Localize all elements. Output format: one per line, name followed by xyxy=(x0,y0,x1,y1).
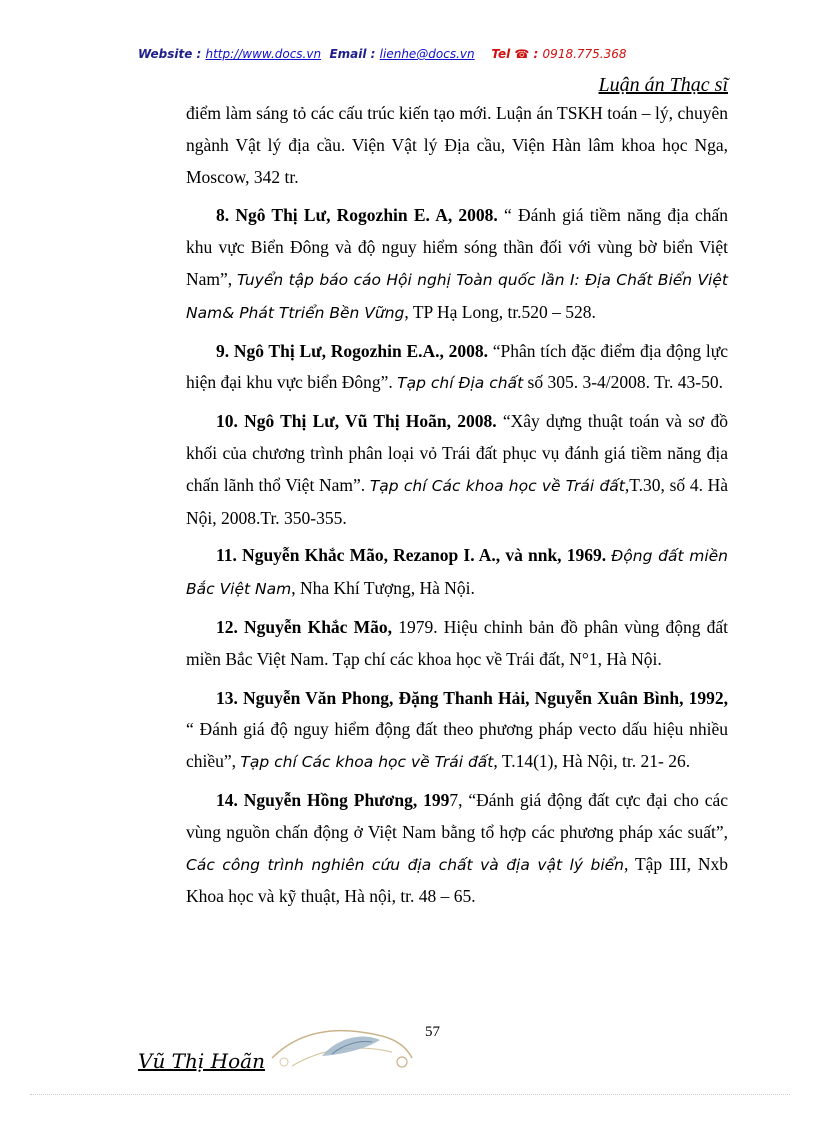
reference-item xyxy=(186,785,728,913)
tel-label: Tel ☎ : xyxy=(491,47,539,61)
reference-source: Tạp chí Địa chất xyxy=(397,374,524,393)
reference-item xyxy=(186,336,728,401)
reference-author: 8. Ngô Thị Lư, Rogozhin E. A, 2008. xyxy=(216,205,498,226)
reference-details: ,T.30, số 4. Hà Nội, 2008.Tr. 350-355. xyxy=(186,474,729,528)
website-label: Website : xyxy=(138,47,202,61)
reference-details: số 305. 3-4/2008. Tr. 43-50. xyxy=(523,372,723,393)
reference-author: 14. Nguyễn Hồng Phương, 199 xyxy=(216,789,450,810)
feather-swirl-icon xyxy=(262,1018,422,1078)
footer-author: Vũ Thị Hoãn xyxy=(138,1049,265,1073)
reference-text: “ Đánh giá độ nguy hiểm động đất theo phương pháp vecto dấu hiệu nhiều chiều”, xyxy=(186,719,728,772)
reference-details: , T.14(1), Hà Nội, tr. 21- 26. xyxy=(493,751,691,772)
thesis-title: Luận án Thạc sĩ xyxy=(598,74,728,96)
reference-author: 12. Nguyễn Khắc Mão, xyxy=(216,616,393,637)
page-number: 57 xyxy=(425,1024,440,1040)
reference-text: “Xây dựng thuật toán và sơ đồ khối của chương trình phân loại vỏ Trái đất phục vụ đánh giá tiềm năng địa chấn lãnh thổ Việt Nam”. xyxy=(186,411,728,495)
reference-source: Tạp chí Các khoa học về Trái đất xyxy=(240,753,494,772)
reference-author: 11. Nguyễn Khắc Mão, Rezanop I. A., và nnk, 1969. xyxy=(216,545,607,566)
reference-author: 10. Ngô Thị Lư, Vũ Thị Hoãn, 2008. xyxy=(216,411,497,432)
reference-item xyxy=(186,540,728,606)
reference-item xyxy=(186,200,728,329)
reference-details: , Nha Khí Tượng, Hà Nội. xyxy=(291,578,475,599)
reference-text: “ Đánh giá tiềm năng địa chấn khu vực Biển Đông và độ nguy hiểm sóng thần đối với vùng bờ biển Việt Nam”, xyxy=(186,205,728,289)
reference-item xyxy=(186,406,728,534)
reference-author: 9. Ngô Thị Lư, Rogozhin E.A., 2008. xyxy=(216,340,489,361)
reference-source: Tạp chí Các khoa học về Trái đất xyxy=(369,476,625,495)
reference-text: 7, “Đánh giá động đất cực đại cho các vùng nguồn chấn động ở Việt Nam bằng tổ hợp các phương pháp xác suất”, xyxy=(186,789,729,842)
continuation-text: điểm làm sáng tỏ các cấu trúc kiến tạo mới. Luận án TSKH toán – lý, chuyên ngành Vật lý địa cầu. Viện Vật lý Địa cầu, Viện Hàn lâm khoa học Nga, Moscow, 342 tr. xyxy=(186,103,728,187)
website-link[interactable]: http://www.docs.vn xyxy=(205,47,322,61)
reference-text: 1979. Hiệu chỉnh bản đồ phân vùng động đất miền Bắc Việt Nam. Tạp chí các khoa học về Trái đất, N°1, Hà Nội. xyxy=(186,616,728,669)
email-label: Email : xyxy=(329,47,376,61)
reference-source: Các công trình nghiên cứu địa chất và địa vật lý biển xyxy=(186,855,624,874)
reference-details: , TP Hạ Long, tr.520 – 528. xyxy=(404,301,596,322)
email-link[interactable]: lienhe@docs.vn xyxy=(379,47,475,61)
tel-number: 0918.775.368 xyxy=(542,47,627,61)
footer-divider xyxy=(30,1094,790,1095)
site-header xyxy=(138,47,627,61)
reference-author: 13. Nguyễn Văn Phong, Đặng Thanh Hải, Nguyễn Xuân Bình, 1992, xyxy=(216,687,728,708)
reference-list xyxy=(186,98,728,919)
reference-source: Tuyển tập báo cáo Hội nghị Toàn quốc lần I: Địa Chất Biển Việt Nam& Phát Ttriển Bền Vững xyxy=(186,270,728,322)
reference-details: , Tập III, Nxb Khoa học và kỹ thuật, Hà nội, tr. 48 – 65. xyxy=(186,853,729,907)
reference-text: “Phân tích đặc điểm địa động lực hiện đại khu vực biển Đông”. xyxy=(186,340,728,393)
reference-item xyxy=(186,683,728,779)
reference-item xyxy=(186,612,728,677)
reference-source: Động đất miền Bắc Việt Nam xyxy=(186,547,728,599)
